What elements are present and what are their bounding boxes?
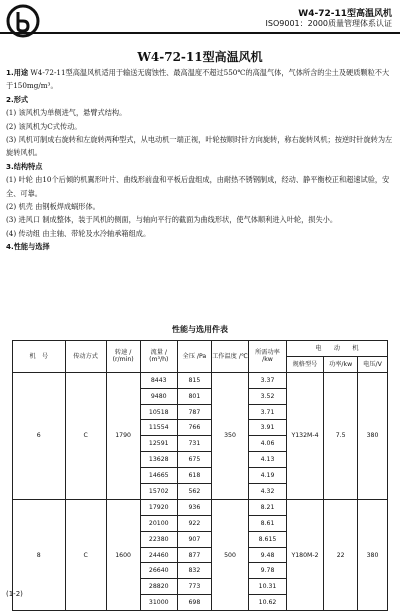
cell-pressure: 787 <box>178 404 212 420</box>
table-row <box>13 372 388 388</box>
cell-power-required: 4.19 <box>249 468 287 484</box>
section-2-item: (3) 风机可制成右旋转和左旋转两种型式，从电动机一端正视，叶轮按顺时针方向旋转，称右旋转风机；按逆时针旋转为左旋转风机。 <box>6 135 393 158</box>
header-divider <box>0 32 400 34</box>
cell-power-required: 4.06 <box>249 436 287 452</box>
cell-power-required: 10.62 <box>249 595 287 611</box>
cell-pressure: 773 <box>178 579 212 595</box>
cell-fan-no: 8 <box>13 499 66 610</box>
section-2-item: (2) 该风机为C式传动。 <box>6 121 82 131</box>
cell-power-required: 3.71 <box>249 404 287 420</box>
cell-power-required: 9.48 <box>249 547 287 563</box>
cell-temperature: 500 <box>211 499 249 610</box>
header-flow: 流量 / (m³/h) <box>140 341 178 373</box>
cell-flow: 11554 <box>140 420 178 436</box>
table-title: 性能与选用件表 <box>172 325 228 334</box>
page-header <box>0 0 400 40</box>
cell-flow: 24460 <box>140 547 178 563</box>
header-fan-no: 机 号 <box>13 341 66 373</box>
section-3-item: (2) 机壳 由钢板焊成蜗形体。 <box>6 202 100 212</box>
section-3-title: 3.结构特点 <box>6 161 43 171</box>
table-row <box>13 499 388 515</box>
cell-temperature: 350 <box>211 372 249 499</box>
cell-power-required: 8.615 <box>249 531 287 547</box>
cell-motor-model: Y132M-4 <box>286 372 324 499</box>
cell-power-required: 3.52 <box>249 388 287 404</box>
cell-fan-no: 6 <box>13 372 66 499</box>
table-body <box>13 372 388 610</box>
section-2-item: (1) 该风机为单侧进气，悬臂式结构。 <box>6 108 127 118</box>
cell-power-required: 3.37 <box>249 372 287 388</box>
section-1-text: W4-72-11型高温风机适用于输送无腐蚀性、最高温度不超过550℃的高温气体，气体所含的尘土及硬质颗粒不大于150mg/m³。 <box>6 68 390 91</box>
cell-flow: 20100 <box>140 515 178 531</box>
cell-flow: 12591 <box>140 436 178 452</box>
header-motor-voltage: 电压/V <box>358 356 388 372</box>
performance-table <box>12 340 388 611</box>
cell-speed: 1790 <box>106 372 140 499</box>
cell-pressure: 832 <box>178 563 212 579</box>
page-number: (1-2) <box>6 590 23 598</box>
cell-flow: 14665 <box>140 468 178 484</box>
cell-pressure: 815 <box>178 372 212 388</box>
cell-pressure: 801 <box>178 388 212 404</box>
cell-drive: C <box>65 499 106 610</box>
section-3-item: (3) 进风口 制成整体，装于风机的侧面，与轴向平行的截面为曲线形状，使气体顺利进入叶轮，损失小。 <box>6 215 338 225</box>
cell-pressure: 562 <box>178 484 212 500</box>
cell-pressure: 922 <box>178 515 212 531</box>
header-title: W4-72-11型高温风机 <box>298 9 392 19</box>
cell-pressure: 877 <box>178 547 212 563</box>
header-power-required: 所需功率 /kw <box>249 341 287 373</box>
header-temperature: 工作温度 /℃ <box>211 341 249 373</box>
header-subtitle: ISO9001：2000质量管理体系认证 <box>265 19 392 28</box>
header-drive: 传动方式 <box>65 341 106 373</box>
cell-flow: 9480 <box>140 388 178 404</box>
cell-speed: 1600 <box>106 499 140 610</box>
cell-pressure: 766 <box>178 420 212 436</box>
cell-pressure: 698 <box>178 595 212 611</box>
cell-flow: 22380 <box>140 531 178 547</box>
cell-motor-voltage: 380 <box>358 499 388 610</box>
cell-motor-model: Y180M-2 <box>286 499 324 610</box>
cell-power-required: 9.78 <box>249 563 287 579</box>
cell-flow: 31000 <box>140 595 178 611</box>
cell-flow: 8443 <box>140 372 178 388</box>
header-motor: 电 动 机 <box>286 341 387 357</box>
cell-power-required: 8.61 <box>249 515 287 531</box>
cell-power-required: 4.32 <box>249 484 287 500</box>
cell-flow: 26640 <box>140 563 178 579</box>
cell-pressure: 907 <box>178 531 212 547</box>
header-speed: 转速 / (r/min) <box>106 341 140 373</box>
cell-motor-power: 22 <box>324 499 358 610</box>
cell-pressure: 618 <box>178 468 212 484</box>
document-body <box>6 66 394 254</box>
cell-pressure: 675 <box>178 452 212 468</box>
cell-drive: C <box>65 372 106 499</box>
cell-flow: 13628 <box>140 452 178 468</box>
section-4-title: 4.性能与选择 <box>6 242 50 252</box>
cell-flow: 15702 <box>140 484 178 500</box>
cell-power-required: 4.13 <box>249 452 287 468</box>
cell-motor-power: 7.5 <box>324 372 358 499</box>
cell-motor-voltage: 380 <box>358 372 388 499</box>
cell-flow: 10518 <box>140 404 178 420</box>
header-motor-model: 规格型号 <box>286 356 324 372</box>
cell-pressure: 936 <box>178 499 212 515</box>
table-header-row <box>13 341 388 357</box>
section-1-title: 1.用途 <box>6 68 29 77</box>
cell-power-required: 3.91 <box>249 420 287 436</box>
header-pressure: 全压 /Pa <box>178 341 212 373</box>
cell-power-required: 10.31 <box>249 579 287 595</box>
header-motor-power: 功率/kw <box>324 356 358 372</box>
section-3-item: (1) 叶轮 由10个后倾的机翼形叶片、曲线形前盘和平板后盘组成，由耐热不锈钢制成，经动、静平衡校正和超速试验，安全、可靠。 <box>6 175 390 198</box>
document-title: W4-72-11型高温风机 <box>137 50 263 64</box>
cell-flow: 28820 <box>140 579 178 595</box>
cell-power-required: 8.21 <box>249 499 287 515</box>
section-3-item: (4) 传动组 由主轴、带轮及水冷轴承箱组成。 <box>6 228 151 238</box>
cell-pressure: 731 <box>178 436 212 452</box>
cell-flow: 17920 <box>140 499 178 515</box>
section-2-title: 2.形式 <box>6 94 29 104</box>
